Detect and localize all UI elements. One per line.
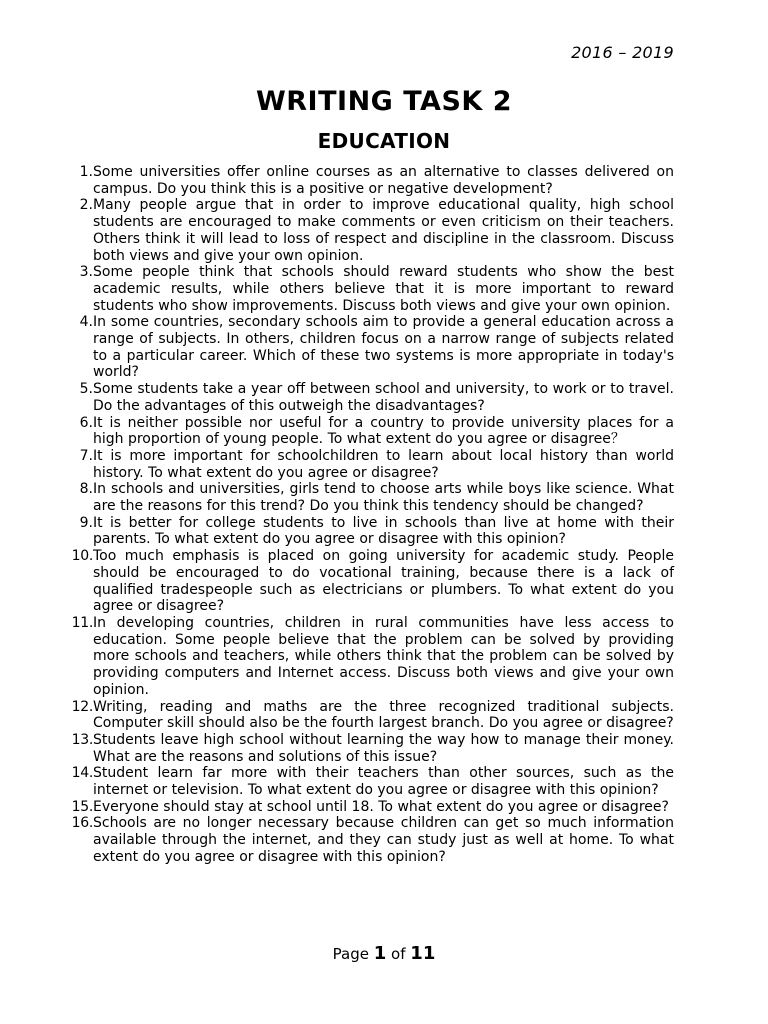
question-text: It is more important for schoolchildren to learn about local history than world history. To what extent do you agree or disagree? — [93, 447, 674, 481]
question-item — [66, 615, 674, 699]
question-item — [66, 515, 674, 548]
question-item — [66, 314, 674, 381]
question-item — [66, 815, 674, 865]
question-item — [66, 699, 674, 732]
question-number: 10. — [71, 548, 93, 565]
question-list — [66, 164, 674, 866]
question-number: 2. — [79, 197, 93, 214]
section-title: EDUCATION — [317, 129, 451, 153]
question-text: Some people think that schools should reward students who show the best academic results, while others believe that it is more important to reward students who show improvements. Discuss both views and give your own opinion. — [93, 264, 674, 314]
question-number: 16. — [71, 815, 93, 832]
question-item — [66, 415, 674, 448]
question-text: Schools are no longer necessary because children can get so much information available through the internet, and they can study just as well at home. To what extent do you agree or disagree with this opinion? — [93, 815, 674, 865]
question-item — [66, 264, 674, 314]
page-total: 11 — [410, 943, 436, 964]
question-number: 9. — [79, 514, 93, 531]
question-item — [66, 381, 674, 414]
year-range: 2016 – 2019 — [571, 43, 674, 62]
question-text: Students leave high school without learning the way how to manage their money. What are the reasons and solutions of this issue? — [93, 731, 674, 765]
question-number: 7. — [79, 447, 93, 464]
page-current: 1 — [373, 943, 387, 964]
page-footer — [0, 943, 768, 964]
page-title: WRITING TASK 2 — [255, 86, 512, 117]
question-text: It is neither possible nor useful for a country to provide university places for a high proportion of young people. To what extent do you agree or disagree？ — [93, 414, 674, 448]
question-number: 14. — [71, 765, 93, 782]
question-item — [66, 481, 674, 514]
question-text: Student learn far more with their teachers than other sources, such as the internet or television. To what extent do you agree or disagree with this opinion? — [93, 765, 674, 799]
question-item — [66, 765, 674, 798]
question-text: In developing countries, children in rural communities have less access to education. Some people believe that the problem can be solved by providing more schools and teachers, while others think that the problem can be solved by providing computers and Internet access. Discuss both views and give your own opinion. — [93, 614, 674, 698]
question-number: 15. — [71, 798, 93, 815]
question-text: Some students take a year off between school and university, to work or to travel. Do the advantages of this outweigh the disadvantages? — [93, 381, 674, 414]
question-number: 4. — [79, 314, 93, 331]
question-number: 11. — [71, 614, 93, 631]
question-number: 12. — [71, 698, 93, 715]
question-item — [66, 197, 674, 264]
question-text: In some countries, secondary schools aim to provide a general education across a range of subjects. In others, children focus on a narrow range of subjects related to a particular career. Which of these two systems is more appropriate in today's world? — [93, 314, 674, 381]
question-number: 13. — [71, 731, 93, 748]
question-item — [66, 799, 674, 816]
question-text: Writing, reading and maths are the three recognized traditional subjects. Computer skill should also be the fourth largest branch. Do you agree or disagree? — [93, 698, 674, 732]
question-number: 8. — [79, 481, 93, 498]
question-text: Too much emphasis is placed on going university for academic study. People should be encouraged to do vocational training, because there is a lack of qualified tradespeople such as electricians or plumbers. To what extent do you agree or disagree? — [93, 548, 674, 615]
question-item — [66, 732, 674, 765]
of-label: of — [391, 945, 406, 963]
question-item — [66, 164, 674, 197]
question-number: 1. — [79, 164, 93, 180]
question-item — [66, 548, 674, 615]
question-text: It is better for college students to live in schools than live at home with their parents. To what extent do you agree or disagree with this opinion? — [93, 514, 674, 548]
question-text: Many people argue that in order to improve educational quality, high school students are encouraged to make comments or even criticism on their teachers. Others think it will lead to loss of respect and discipline in the classroom. Discuss both views and give your own opinion. — [93, 197, 674, 264]
question-number: 3. — [79, 264, 93, 281]
question-text: Everyone should stay at school until 18. To what extent do you agree or disagree? — [93, 798, 669, 815]
page-label: Page — [332, 945, 369, 963]
question-text: In schools and universities, girls tend to choose arts while boys like science. What are the reasons for this trend? Do you think this tendency should be changed? — [93, 481, 674, 515]
question-number: 5. — [79, 381, 93, 398]
question-number: 6. — [79, 414, 93, 431]
question-text: Some universities offer online courses as an alternative to classes delivered on campus. Do you think this is a positive or negative development? — [93, 164, 674, 197]
question-item — [66, 448, 674, 481]
